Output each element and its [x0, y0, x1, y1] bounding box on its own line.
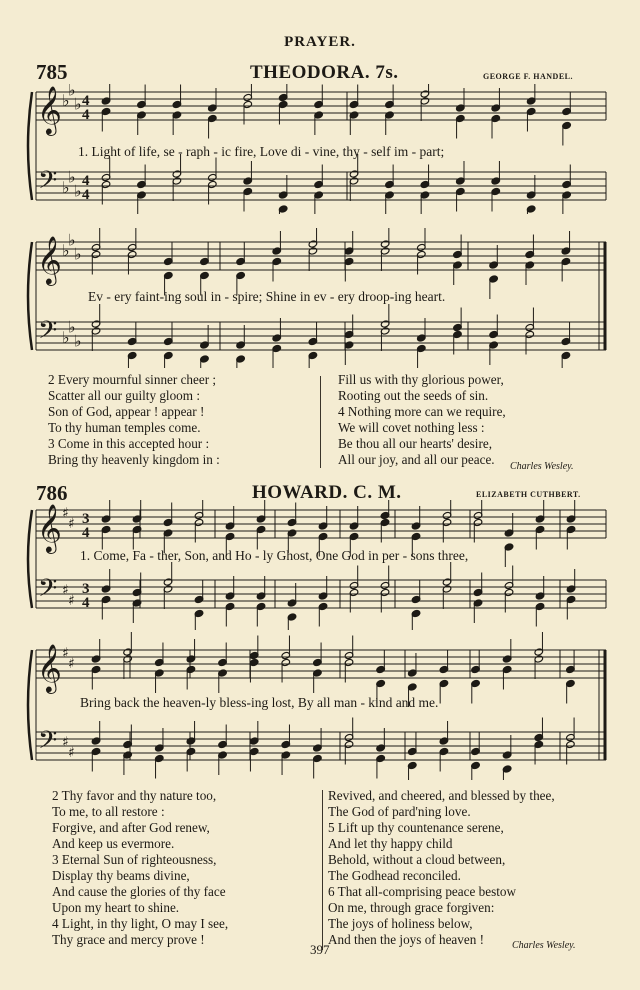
stanza-line: 4 Light, in thy light, O may I see, — [52, 916, 229, 931]
hymn-number-786: 786 — [36, 481, 68, 505]
key-signature-icon — [62, 583, 75, 610]
composer-cuthbert: ELIZABETH CUTHBERT. — [476, 490, 581, 499]
stanza-line: Fill us with thy glorious power, — [338, 372, 504, 387]
bass-staff — [36, 322, 606, 350]
time-signature-numerator: 3 — [82, 511, 90, 527]
flat-icon: ♭ — [74, 244, 82, 264]
sharp-icon: ♯ — [62, 734, 69, 751]
stanza-line: And keep us evermore. — [52, 836, 175, 851]
stanzas-786-right — [328, 788, 555, 948]
column-divider — [322, 790, 323, 950]
time-signature-numerator: 3 — [82, 581, 90, 597]
stanza-line: The God of pard'ning love. — [328, 804, 471, 819]
stanza-line: And let thy happy child — [328, 836, 453, 851]
stanza-line: 4 Nothing more can we require, — [338, 404, 506, 419]
page-number: 397 — [310, 942, 330, 957]
stanza-line: The joys of holiness below, — [328, 916, 473, 931]
stanza-line: 5 Lift up thy countenance serene, — [328, 820, 504, 835]
music-system-3 — [0, 500, 640, 630]
lyrics-786-line-2: Bring back the heaven-ly bless-ing lost, By all man - kind and me. — [80, 695, 439, 710]
stanza-line: All our joy, and all our peace. — [338, 452, 495, 467]
key-signature-icon — [62, 84, 82, 114]
hymn-number-785: 785 — [36, 60, 68, 84]
stanza-line: Upon my heart to shine. — [52, 900, 180, 915]
key-signature-icon — [62, 646, 75, 673]
stanza-line: Scatter all our guilty gloom : — [48, 388, 200, 403]
system-brace-icon — [28, 650, 32, 760]
stanza-line: To thy human temples come. — [48, 420, 201, 435]
bass-clef-icon: 𝄢 — [38, 316, 58, 351]
stanza-line: 2 Every mournful sinner cheer ; — [48, 372, 217, 387]
flat-icon: ♭ — [74, 331, 82, 351]
sharp-icon: ♯ — [62, 645, 69, 662]
treble-clef-icon: 𝄞 — [37, 643, 62, 692]
stanza-line: 6 That all-comprising peace bestow — [328, 884, 516, 899]
system-brace-icon — [28, 92, 32, 200]
stanza-line: And cause the glories of thy face — [52, 884, 226, 899]
flat-icon: ♭ — [68, 167, 76, 187]
time-signature-numerator: 4 — [82, 93, 90, 109]
stanza-line: Bring thy heavenly kingdom in : — [48, 452, 220, 467]
flat-icon: ♭ — [68, 317, 76, 337]
stanza-line: Forgive, and after God renew, — [52, 820, 210, 835]
time-signature-numerator: 4 — [82, 173, 90, 189]
stanza-line: To me, to all restore : — [52, 804, 165, 819]
flat-icon: ♭ — [74, 94, 82, 114]
column-divider — [320, 376, 321, 468]
flat-icon: ♭ — [74, 181, 82, 201]
key-signature-icon — [62, 318, 82, 351]
flat-icon: ♭ — [68, 84, 76, 100]
stanza-line: And then the joys of heaven ! — [328, 932, 485, 947]
tune-name-howard: HOWARD. C. M. — [252, 482, 402, 503]
time-signature-denominator: 4 — [82, 525, 90, 541]
bass-clef-icon: 𝄢 — [38, 166, 58, 201]
time-signature-denominator: 4 — [82, 595, 90, 611]
stanza-line: Rooting out the seeds of sin. — [338, 388, 489, 403]
stanza-line: Revived, and cheered, and blessed by thee, — [328, 788, 555, 803]
stanza-line: Be thou all our hearts' desire, — [338, 436, 492, 451]
stanza-line: On me, through grace forgiven: — [328, 900, 495, 915]
stanzas-786-left — [52, 788, 228, 948]
stanza-line: The Godhead reconciled. — [328, 868, 461, 883]
stanzas-785-left — [48, 372, 220, 468]
sharp-icon: ♯ — [68, 516, 75, 532]
stanza-line: Son of God, appear ! appear ! — [48, 404, 205, 419]
key-signature-icon — [62, 735, 75, 762]
composer-handel: GEORGE F. HANDEL. — [483, 72, 573, 81]
section-title: PRAYER. — [284, 34, 356, 50]
time-signature-denominator: 4 — [82, 107, 90, 123]
flat-icon: ♭ — [62, 91, 70, 110]
attribution-785: Charles Wesley. — [510, 461, 574, 472]
attribution-786: Charles Wesley. — [512, 940, 576, 951]
time-signature-denominator: 4 — [82, 187, 90, 203]
tune-name-theodora: THEODORA. 7s. — [250, 62, 399, 83]
treble-staff — [36, 242, 606, 270]
key-signature-icon — [62, 506, 75, 533]
bass-clef-icon: 𝄢 — [38, 726, 58, 761]
treble-clef-icon: 𝄞 — [37, 85, 62, 134]
stanza-line: 2 Thy favor and thy nature too, — [52, 788, 217, 803]
flat-icon: ♭ — [68, 230, 76, 250]
stanza-line: 3 Eternal Sun of righteousness, — [52, 852, 217, 867]
stanzas-785-right — [338, 372, 506, 468]
key-signature-icon — [62, 231, 82, 264]
system-brace-icon — [28, 510, 32, 608]
lyrics-785-line-2: Ev - ery faint-ing soul in - spire; Shine in ev - ery droop-ing heart. — [88, 289, 446, 304]
treble-clef-icon: 𝄞 — [37, 235, 62, 284]
sharp-icon: ♯ — [68, 656, 75, 672]
stanza-line: Behold, without a cloud between, — [328, 852, 506, 867]
sharp-icon: ♯ — [62, 582, 69, 599]
sharp-icon: ♯ — [68, 745, 75, 761]
stanza-line: Thy grace and mercy prove ! — [52, 932, 205, 947]
flat-icon: ♭ — [62, 178, 70, 197]
sharp-icon: ♯ — [62, 505, 69, 522]
stanza-line: We will covet nothing less : — [338, 420, 485, 435]
lyrics-785-line-1: 1. Light of life, se - raph - ic fire, Love di - vine, thy - self im - part; — [78, 144, 445, 159]
system-brace-icon — [28, 242, 32, 350]
bass-clef-icon: 𝄢 — [38, 574, 58, 609]
stanza-line: Display thy beams divine, — [52, 868, 190, 883]
lyrics-786-line-1: 1. Come, Fa - ther, Son, and Ho - ly Ghost, One God in per - sons three, — [80, 548, 469, 563]
sharp-icon: ♯ — [68, 593, 75, 609]
stanza-line: 3 Come in this accepted hour : — [48, 436, 210, 451]
treble-clef-icon: 𝄞 — [37, 503, 62, 552]
flat-icon: ♭ — [62, 241, 70, 260]
flat-icon: ♭ — [62, 328, 70, 347]
